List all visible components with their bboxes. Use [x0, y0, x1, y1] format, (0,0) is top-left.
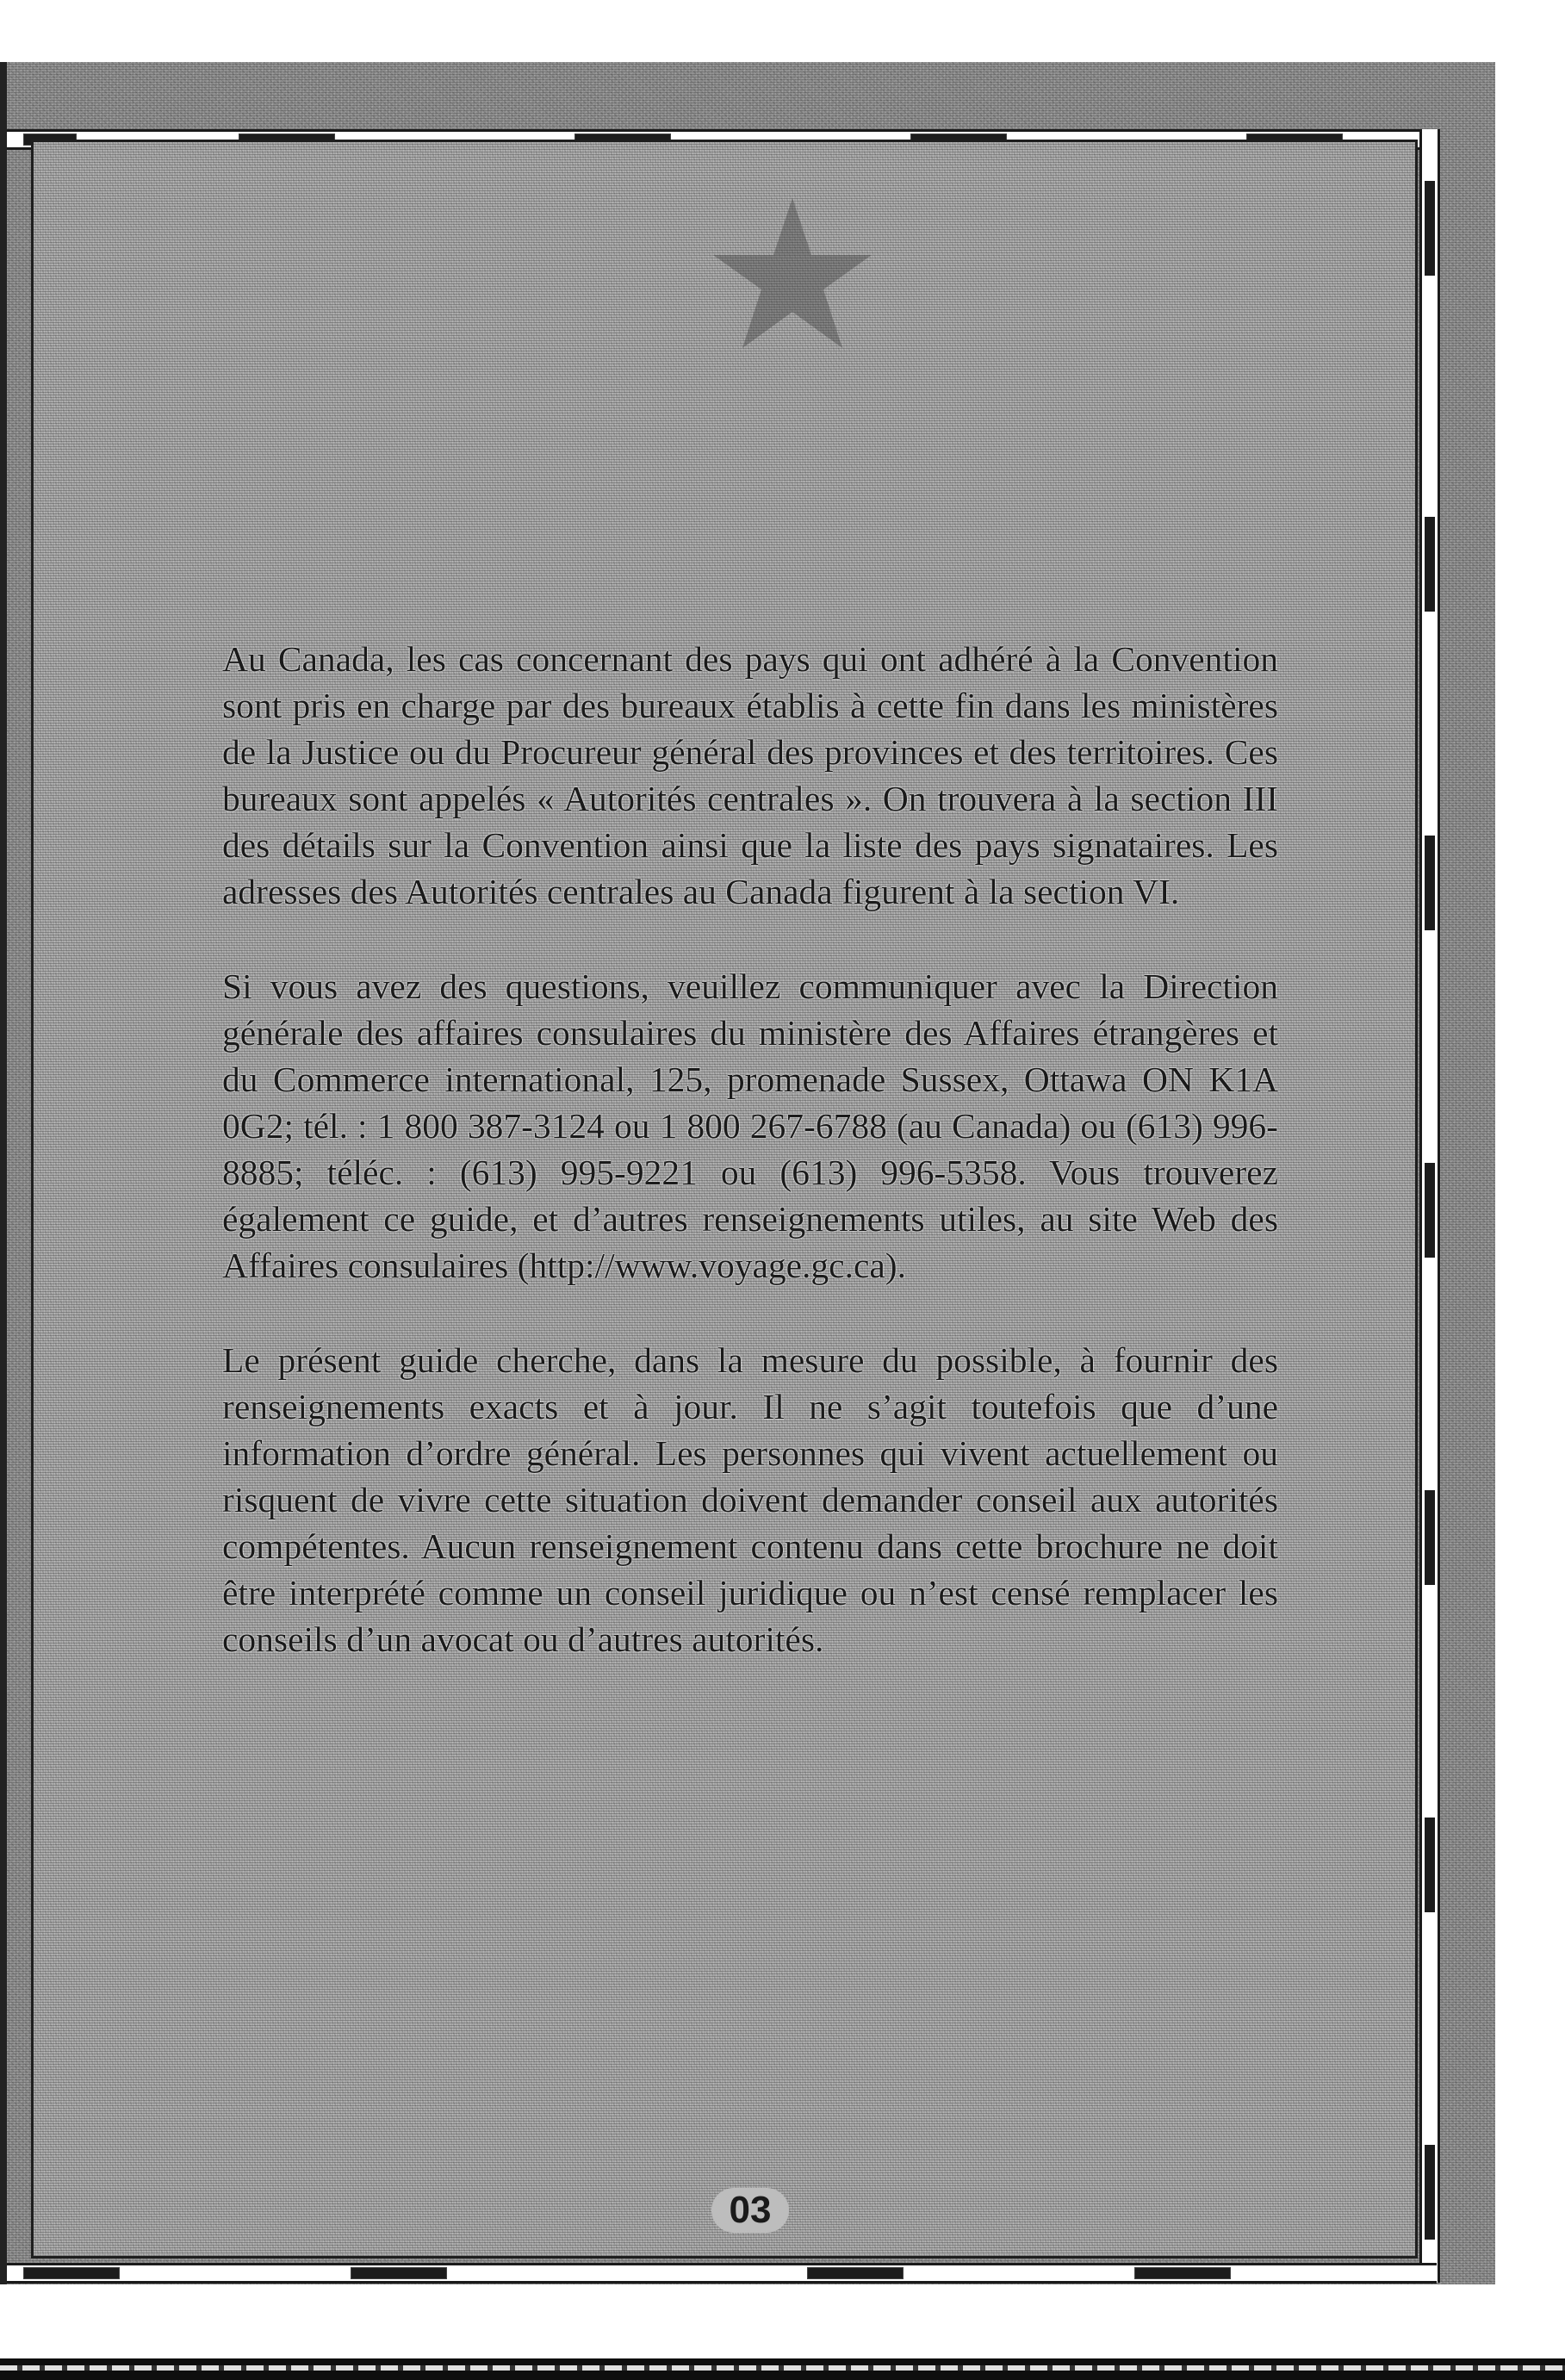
right-dashed-border	[1419, 129, 1440, 2283]
star-icon	[706, 190, 879, 362]
bottom-dashed-border	[7, 2263, 1437, 2284]
paragraph-central-authorities: Au Canada, les cas concernant des pays qui ont adhéré à la Convention sont pris en charge par des bureaux établis à cette fin dans les ministères de la Justice ou du Procureur général des provinces et des territoires. Ces bureaux sont appelés « Autorités centrales ». On trouvera à la section III des détails sur la Convention ainsi que la liste des pays signataires. Les adresses des Autorités centrales au Canada figurent à la section VI.	[222, 639, 1278, 911]
body-text	[222, 636, 1278, 1711]
page-number: 03	[711, 2188, 789, 2233]
paragraph-contact-info: Si vous avez des questions, veuillez communiquer avec la Direction générale des affaires consulaires du ministère des Affaires étrangères et du Commerce international, 125, promenade Sussex, Ottawa ON K1A 0G2; tél. : 1 800 387-3124 ou 1 800 267-6788 (au Canada) ou (613) 996-8885; téléc. : (613) 995-9221 ou (613) 996-5358. Vous trouverez également ce guide, et d’autres renseignements utiles, au site Web des Affaires consulaires (http://www.voyage.gc.ca).	[222, 966, 1278, 1285]
paragraph-disclaimer: Le présent guide cherche, dans la mesure du possible, à fournir des renseignements exacts et à jour. Il ne s’agit toutefois que d’une information d’ordre général. Les personnes qui vivent actuellement ou risquent de vivre cette situation doivent demander conseil aux autorités compétentes. Aucun renseignement contenu dans cette brochure ne doit être interprété comme un conseil juridique ou n’est censé remplacer les conseils d’un avocat ou d’autres autorités.	[222, 1340, 1278, 1659]
left-edge-rule	[0, 62, 7, 2284]
scan-bottom-pattern	[0, 2365, 1565, 2371]
